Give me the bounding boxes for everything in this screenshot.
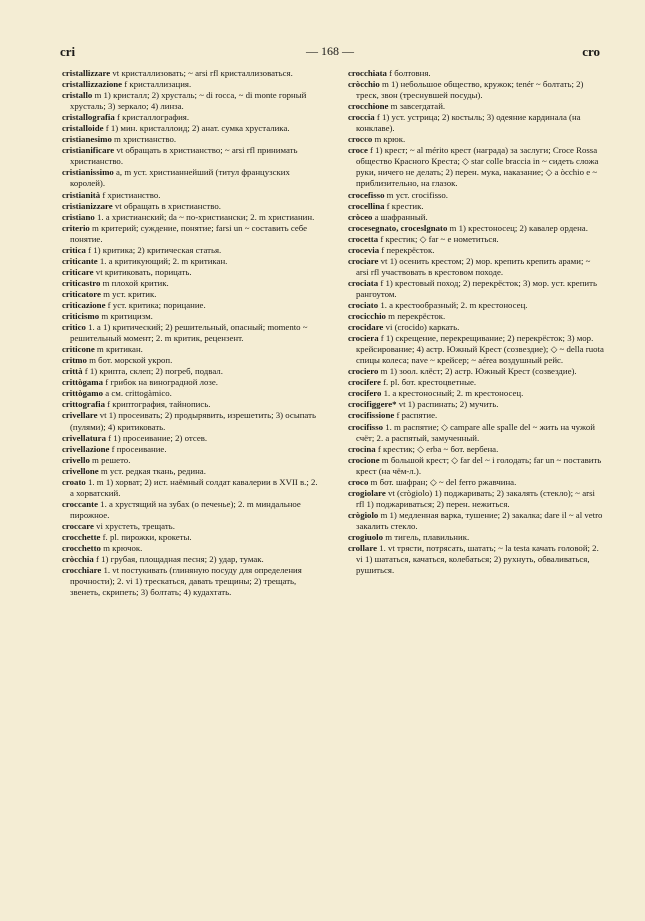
dictionary-entry — [348, 422, 604, 444]
dictionary-entry — [348, 388, 604, 399]
dictionary-entry — [62, 79, 318, 90]
dictionary-entry — [348, 79, 604, 101]
running-head-right: cro — [582, 44, 600, 59]
dictionary-entry — [62, 145, 318, 167]
dictionary-entry — [62, 433, 318, 444]
entry-definition: f 1) крест; ~ al mérito крест (награда) за заслуги; Croce Rossa общество Красного Креста; ◇ star colle braccia in ~ сидеть сложа руки, ничего не делать; 2) перен. мука, наказание; ◇ a òcchio e ~ приблизительно, на глазок. — [356, 145, 599, 189]
dictionary-entry — [62, 267, 318, 278]
dictionary-entry — [348, 311, 604, 322]
entry-headword: crollare — [348, 543, 377, 554]
entry-headword: crocchette — [62, 531, 101, 542]
dictionary-entry — [348, 510, 604, 532]
entry-headword: criticone — [62, 344, 95, 355]
entry-headword: crocifissione — [348, 410, 395, 421]
entry-definition: vi хрустеть, трещать. — [93, 520, 175, 531]
entry-headword: cristianesimo — [62, 134, 112, 145]
entry-headword: crocco — [348, 134, 373, 145]
entry-definition: vt 1) распинать; 2) мучить. — [396, 399, 499, 410]
entry-headword: cristalloide — [62, 123, 104, 134]
entry-headword: cristallizzazione — [62, 79, 123, 90]
entry-headword: crivellare — [62, 410, 98, 421]
entry-definition: m крюк. — [372, 134, 406, 145]
entry-headword: crocifiggere* — [348, 399, 397, 410]
dictionary-entry — [348, 444, 604, 455]
dictionary-entry — [62, 410, 318, 432]
dictionary-entry — [348, 399, 604, 410]
entry-headword: cristianità — [62, 189, 101, 200]
dictionary-entry — [62, 311, 318, 322]
entry-definition: f 1) критика; 2) критическая статья. — [85, 244, 222, 255]
entry-definition: 1. a 1) критический; 2) решительный, опасный; momento ~ решительный момент; 2. m критик, рецензент. — [70, 322, 308, 344]
dictionary-entry — [62, 90, 318, 112]
entry-definition: vi (crocido) каркать. — [383, 322, 460, 333]
dictionary-entry — [62, 112, 318, 123]
dictionary-entry — [62, 532, 318, 543]
entry-definition: 1. vt постукивать (глиняную посуду для определения прочности); 2. vi 1) трескаться, давать трещины; 2) трещать, звенеть, скрипеть; 3) болтать; 4) кудахтать. — [70, 565, 302, 598]
entry-definition: 1. a критикующий; 2. m критикан. — [97, 255, 228, 266]
dictionary-entry — [62, 388, 318, 399]
entry-definition: 1. a крестообразный; 2. m крестоносец. — [378, 299, 528, 310]
left-column — [62, 68, 318, 888]
entry-definition: f христианство. — [100, 189, 161, 200]
entry-headword: crivello — [62, 454, 90, 465]
entry-headword: criticare — [62, 266, 94, 277]
entry-headword: croccia — [348, 112, 375, 123]
entry-headword: crociera — [348, 333, 379, 344]
entry-headword: crogiolare — [348, 487, 386, 498]
dictionary-entry — [62, 212, 318, 223]
entry-headword: crocefisso — [348, 189, 385, 200]
entry-headword: croce — [348, 145, 368, 156]
dictionary-entry — [348, 455, 604, 477]
dictionary-entry — [62, 68, 318, 79]
entry-definition: m 1) зоол. клёст; 2) астр. Южный Крест (созвездие). — [378, 366, 577, 377]
entry-definition: 1. vt трясти, потрясать, шатать; ~ la testa качать головой; 2. vi 1) шататься, качаться, колебаться; 2) рухнуть, обваливаться, рушиться. — [356, 543, 599, 576]
entry-definition: f. pl. пирожки, крокеты. — [100, 531, 192, 542]
entry-definition: vt обращать в христианство. — [112, 200, 221, 211]
entry-definition: m 1) кристалл; 2) хрусталь; ~ di rocca, ~ di monte горный хрусталь; 3) зеркало; 4) линза. — [70, 90, 307, 112]
right-column — [348, 68, 604, 888]
entry-definition: f 1) просеивание; 2) отсев. — [105, 432, 208, 443]
entry-headword: critica — [62, 244, 86, 255]
dictionary-entry — [62, 344, 318, 355]
entry-headword: criticastro — [62, 277, 101, 288]
entry-definition: m критицизм. — [99, 311, 153, 322]
entry-headword: cròceo — [348, 211, 373, 222]
entry-definition: f 1) скрещение, перекрещивание; 2) перекрёсток; 3) мор. крейсирование; 4) астр. Южный Крест (созвездие); ◇ ~ della ruota спицы колеса; nave ~ крейсер; ~ aérea воздушный рейс. — [356, 333, 604, 366]
entry-definition: 1. a христианский; da ~ по-христиански; 2. m христианин. — [94, 211, 315, 222]
entry-headword: cristallo — [62, 90, 93, 101]
entry-headword: crivellatura — [62, 432, 106, 443]
entry-headword: croccare — [62, 520, 94, 531]
entry-headword: crocicchio — [348, 311, 386, 322]
entry-definition: f 1) уст. устрица; 2) костыль; 3) одеяние кардинала (на конклаве). — [356, 112, 581, 134]
entry-headword: criticismo — [62, 311, 100, 322]
dictionary-entry — [348, 488, 604, 510]
dictionary-entry — [348, 68, 604, 79]
dictionary-entry — [348, 300, 604, 311]
entry-headword: croato — [62, 476, 86, 487]
dictionary-entry — [62, 322, 318, 344]
entry-headword: crocifero — [348, 388, 382, 399]
dictionary-entry — [348, 410, 604, 421]
entry-headword: crogiuolo — [348, 531, 384, 542]
entry-headword: crociata — [348, 277, 379, 288]
entry-definition: m 1) медленная варка, тушение; 2) закалка; dare il ~ al vetro закалить стекло. — [356, 509, 603, 531]
entry-headword: crocione — [348, 454, 380, 465]
entry-definition: f. pl. бот. крестоцветные. — [380, 377, 477, 388]
entry-headword: crocifisso — [348, 421, 384, 432]
dictionary-entry — [348, 190, 604, 201]
entry-definition: vt критиковать, порицать. — [93, 266, 192, 277]
entry-definition: m бот. шафран; ◇ ~ del ferro ржавчина. — [368, 476, 517, 487]
entry-headword: crivellazione — [62, 443, 110, 454]
dictionary-entry — [348, 256, 604, 278]
entry-headword: cristianificare — [62, 145, 115, 156]
entry-headword: cristallizzare — [62, 68, 111, 78]
entry-headword: crocellina — [348, 200, 385, 211]
entry-headword: cròcchia — [62, 554, 94, 565]
dictionary-entry — [348, 532, 604, 543]
entry-headword: crittògamo — [62, 388, 104, 399]
dictionary-entry — [62, 278, 318, 289]
entry-definition: m решето. — [89, 454, 131, 465]
dictionary-entry — [62, 289, 318, 300]
dictionary-entry — [348, 366, 604, 377]
entry-definition: m уст. критик. — [100, 288, 157, 299]
entry-definition: vt кристаллизовать; ~ arsi rfl кристаллизоваться. — [110, 68, 293, 78]
dictionary-entry — [62, 223, 318, 245]
entry-definition: m крючок. — [100, 543, 143, 554]
entry-headword: crittà — [62, 366, 83, 377]
entry-headword: crocifere — [348, 377, 381, 388]
entry-definition: m критерий; суждение, понятие; farsi un ~ составить себе понятие. — [70, 222, 308, 244]
entry-definition: f просеивание. — [109, 443, 167, 454]
entry-definition: m перекрёсток. — [385, 311, 446, 322]
entry-definition: m большой крест; ◇ far del ~ i голодать; far un ~ поставить крест (на чём-л.). — [356, 454, 602, 476]
entry-headword: crittògama — [62, 377, 104, 388]
dictionary-entry — [348, 477, 604, 488]
entry-definition: a, m уст. христианнейший (титул французских королей). — [70, 167, 290, 189]
entry-definition: a см. crittogàmico. — [103, 388, 172, 399]
dictionary-entry — [62, 565, 318, 598]
dictionary-entry — [62, 377, 318, 388]
entry-headword: crittografia — [62, 399, 105, 410]
dictionary-entry — [348, 278, 604, 300]
dictionary-entry — [348, 234, 604, 245]
dictionary-entry — [62, 477, 318, 499]
entry-definition: f распятие. — [394, 410, 438, 421]
dictionary-entry — [62, 466, 318, 477]
entry-headword: crociero — [348, 366, 379, 377]
entry-definition: f крестик; ◇ erba ~ бот. вербена. — [375, 443, 499, 454]
entry-headword: crocidare — [348, 322, 384, 333]
entry-definition: f кристаллизация. — [122, 79, 192, 90]
dictionary-entry — [62, 543, 318, 554]
entry-headword: cristianissimo — [62, 167, 114, 178]
entry-definition: f 1) крестовый поход; 2) перекрёсток; 3) мор. уст. крепить рангоутом. — [356, 277, 597, 299]
entry-definition: m уст. crocifisso. — [384, 189, 449, 200]
entry-headword: crocchiare — [62, 565, 102, 576]
dictionary-entry — [62, 499, 318, 521]
entry-headword: crocchiata — [348, 68, 387, 78]
entry-headword: criterio — [62, 222, 90, 233]
entry-headword: crocina — [348, 443, 376, 454]
entry-definition: f болтовня. — [386, 68, 431, 78]
dictionary-entry — [348, 223, 604, 234]
dictionary-entry — [62, 256, 318, 267]
entry-definition: m критикан. — [94, 344, 143, 355]
entry-headword: critico — [62, 322, 86, 333]
dictionary-entry — [62, 444, 318, 455]
entry-definition: m бот. морской укроп. — [86, 355, 173, 366]
dictionary-entry — [62, 123, 318, 134]
dictionary-entry — [62, 554, 318, 565]
dictionary-entry — [62, 399, 318, 410]
entry-definition: f 1) мин. кристаллоид; 2) анат. сумка хрусталика. — [103, 123, 290, 134]
entry-headword: crògiolo — [348, 509, 379, 520]
dictionary-entry — [348, 201, 604, 212]
dictionary-entry — [348, 212, 604, 223]
page-header — [60, 44, 600, 62]
dictionary-entry — [62, 366, 318, 377]
dictionary-entry — [62, 455, 318, 466]
entry-headword: cristiano — [62, 211, 95, 222]
entry-definition: f уст. критика; порицание. — [105, 299, 206, 310]
entry-definition: m тигель, плавильник. — [383, 531, 470, 542]
entry-definition: vt обращать в христианство; ~ arsi rfl принимать христианство. — [70, 145, 298, 167]
entry-headword: crocetta — [348, 233, 379, 244]
running-head-left: cri — [60, 44, 76, 59]
entry-headword: cristallografia — [62, 112, 115, 123]
dictionary-entry — [62, 245, 318, 256]
dictionary-entry — [348, 112, 604, 134]
entry-definition: f кристаллография. — [114, 112, 190, 123]
entry-definition: f грибок на виноградной лозе. — [103, 377, 218, 388]
page-number: — 168 — — [306, 44, 354, 58]
entry-definition: vt 1) осенить крестом; 2) мор. крепить крепить арами; ~ arsi rfl участвовать в крестовом походе. — [356, 255, 591, 277]
entry-definition: 1. m 1) хорват; 2) ист. наёмный солдат кавалерии в XVII в.; 2. a хорватский. — [70, 476, 318, 498]
entry-definition: m завсегдатай. — [388, 101, 446, 112]
dictionary-entry — [62, 355, 318, 366]
entry-definition: m уст. редкая ткань, редина. — [98, 465, 206, 476]
dictionary-entry — [62, 521, 318, 532]
dictionary-entry — [348, 145, 604, 189]
entry-definition: f крестик; ◇ far ~ e нометиться. — [378, 233, 499, 244]
dictionary-entry — [348, 245, 604, 256]
entry-headword: cristianizzare — [62, 200, 113, 211]
entry-definition: vt (crògiolo) 1) поджаривать; 2) закалять (стекло); ~ arsi rfl 1) поджариваться; 2) перен. нежиться. — [356, 487, 595, 509]
entry-headword: croco — [348, 476, 369, 487]
entry-definition: 1. a крестоносный; 2. m крестоносец. — [381, 388, 524, 399]
dictionary-entry — [348, 101, 604, 112]
entry-headword: crocchetto — [62, 543, 101, 554]
entry-headword: crociato — [348, 299, 379, 310]
dictionary-entry — [348, 134, 604, 145]
entry-headword: cròcchio — [348, 79, 380, 90]
entry-definition: vt 1) просеивать; 2) продырявить, изрешетить; 3) осыпать (пулями); 4) критиковать. — [70, 410, 316, 432]
entry-definition: f 1) крипта, склеп; 2) погреб, подвал. — [82, 366, 223, 377]
entry-headword: critmo — [62, 355, 87, 366]
entry-definition: f перекрёсток. — [379, 244, 435, 255]
entry-headword: crocesegnato, croceslgnato — [348, 222, 448, 233]
dictionary-entry — [62, 134, 318, 145]
dictionary-entry — [62, 167, 318, 189]
entry-headword: criticante — [62, 255, 98, 266]
entry-definition: 1. m распятие; ◇ campare alle spalle del ~ жить на чужой счёт; 2. a распятый, замученный. — [356, 421, 595, 443]
entry-definition: m 1) крестоносец; 2) кавалер ордена. — [447, 222, 588, 233]
entry-headword: crocevia — [348, 244, 380, 255]
dictionary-entry — [348, 377, 604, 388]
dictionary-entry — [62, 300, 318, 311]
entry-headword: crocchione — [348, 101, 389, 112]
entry-headword: criticazione — [62, 299, 106, 310]
entry-definition: m 1) небольшое общество, кружок; tenér ~ болтать; 2) треск, звон (треснувшей посуды). — [356, 79, 584, 101]
entry-headword: crociare — [348, 255, 379, 266]
entry-definition: f криптография, тайнопись. — [104, 399, 211, 410]
dictionary-entry — [348, 322, 604, 333]
dictionary-entry — [348, 543, 604, 576]
entry-headword: criticatore — [62, 288, 101, 299]
entry-definition: m плохой критик. — [100, 277, 169, 288]
dictionary-entry — [348, 333, 604, 366]
dictionary-entry — [62, 201, 318, 212]
entry-definition: m христианство. — [111, 134, 177, 145]
entry-headword: croccante — [62, 498, 98, 509]
dictionary-entry — [62, 190, 318, 201]
entry-definition: f 1) грубая, площадная песня; 2) удар, тумак. — [93, 554, 264, 565]
entry-definition: f крестик. — [384, 200, 424, 211]
entry-definition: 1. a хрустящий на зубах (о печенье); 2. m миндальное пирожное. — [70, 498, 301, 520]
entry-headword: crivellone — [62, 465, 99, 476]
entry-definition: a шафранный. — [372, 211, 428, 222]
